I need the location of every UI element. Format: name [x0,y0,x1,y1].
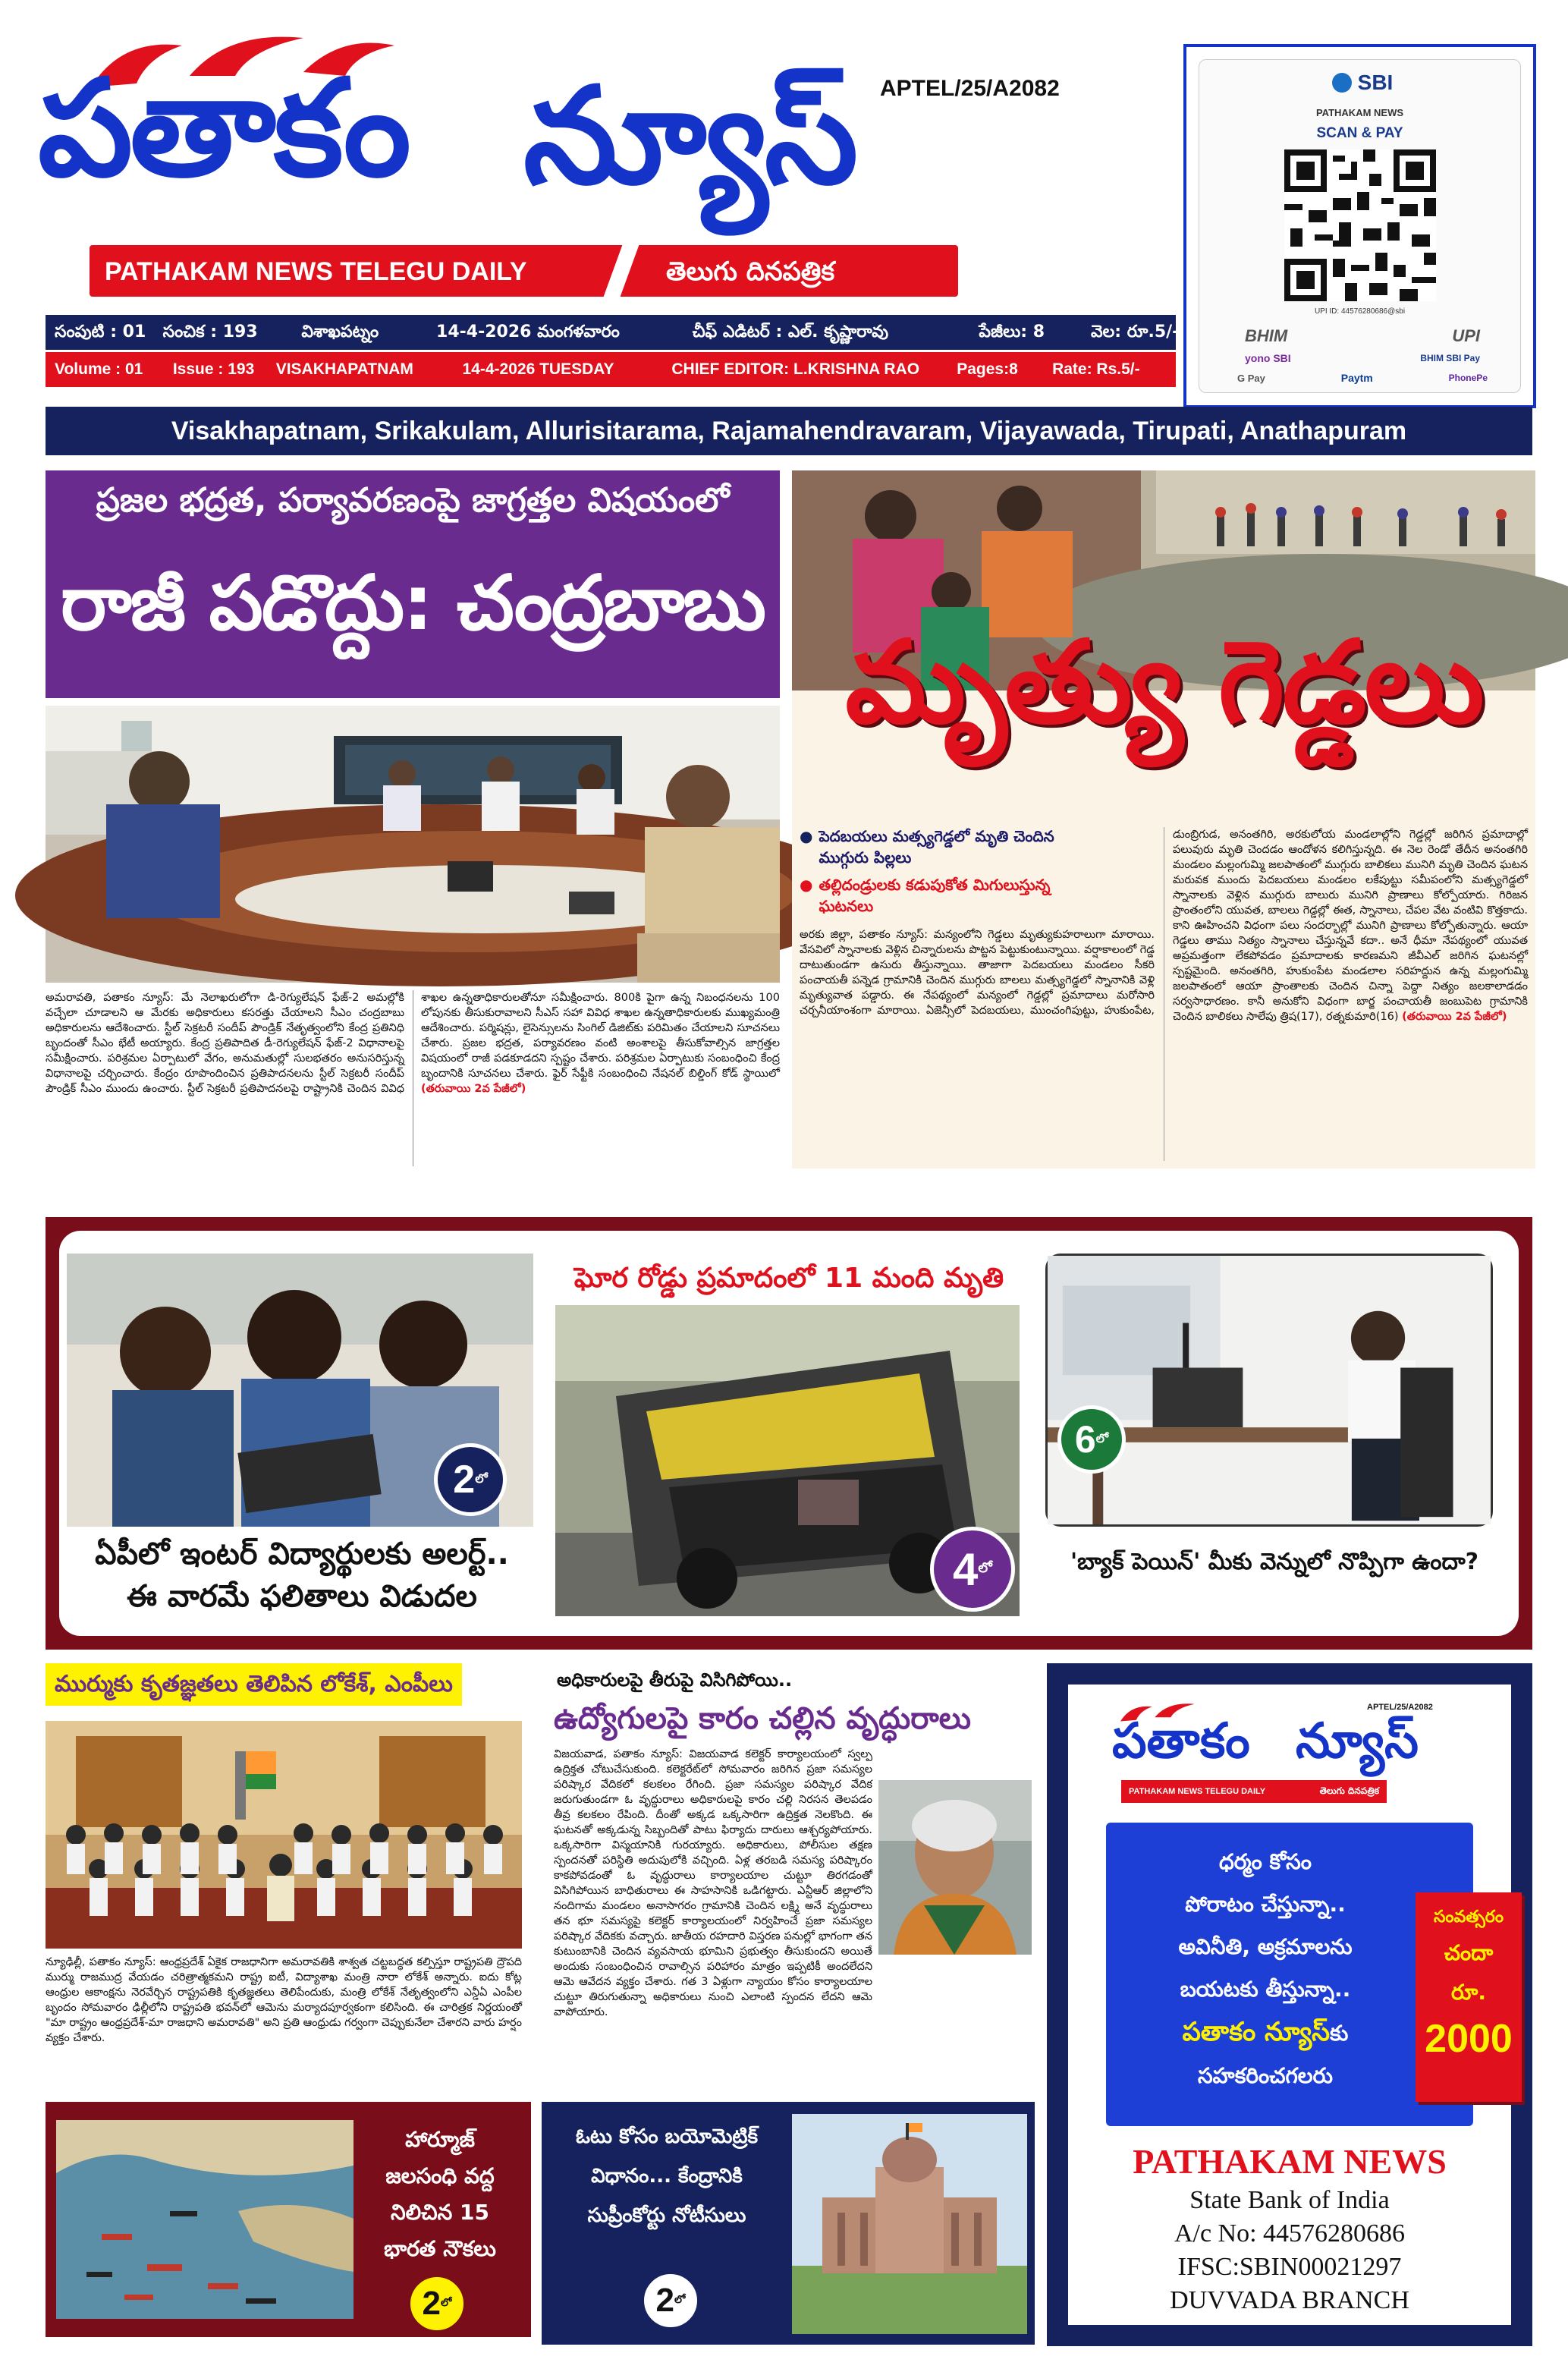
back-pain-badge-suffix: లో [1095,1430,1109,1445]
hormuz-headline [357,2122,523,2273]
promo-reg-no: APTEL/25/A2082 [1367,1703,1433,1712]
students-caption-2: ఈ వారమే ఫలితాలు విడుదల [127,1579,477,1614]
promo-tagline-telugu: తెలుగు దినపత్రిక [1319,1785,1379,1796]
ponds-story [792,470,1535,1169]
voting-badge-number: 2 [655,2282,675,2319]
date-telugu: 14-4-2026 మంగళవారం [436,322,620,341]
qr-code-icon[interactable] [1284,149,1436,301]
sbi-text: SBI [1357,71,1394,94]
hormuz-headline-4: భారత నౌకలు [384,2236,496,2261]
hormuz-ships-photo [56,2120,354,2319]
students-page-badge [434,1443,507,1516]
promo-line-5 [1114,2011,1417,2055]
hormuz-headline-3: నిలిచిన 15 [391,2200,489,2225]
accident-headline: ఘోర రోడ్డు ప్రమాదంలో 11 మంది మృతి [573,1263,1004,1294]
promo-message [1114,1841,1417,2097]
lokesh-headline-text: ముర్ముకు కృతజ్ఞతలు తెలిపిన లోకేశ్, ఎంపీలు [46,1663,462,1706]
qr-card [1199,59,1521,393]
promo-tagline-bar [1121,1780,1387,1803]
ponds-headline: మృత్యు గెడ్డలు [845,617,1482,749]
picture-strip [46,1217,1532,1650]
pages-telugu: పేజీలు: 8 [979,322,1045,341]
tagline-telugu: తెలుగు దినపత్రిక [666,256,835,287]
hormuz-box [46,2102,531,2337]
voting-page-badge [640,2270,701,2331]
promo-line-6: సహకరించగలరు [1198,2063,1333,2088]
paytm-logo: Paytm [1340,372,1373,384]
hormuz-badge-number: 2 [422,2285,441,2322]
promo-brand: పతాకం న్యూస్ [1182,2017,1331,2047]
elder-kicker: అధికారులపై తీరుపై విసిగిపోయి.. [557,1669,793,1691]
account-name: PATHAKAM NEWS [1133,2142,1447,2181]
tagline-divider [604,245,639,297]
hormuz-headline-1: హార్మూజ్ [405,2127,475,2152]
subscription-line-2: చందా [1444,1940,1494,1965]
yono-logo: yono SBI [1245,352,1291,364]
volume-telugu: సంపుటి : 01 [55,322,146,341]
promo-title-left: పతాకం [1112,1713,1250,1769]
lokesh-body [46,1955,522,2084]
editions-bar: Visakhapatnam, Srikakulam, Allurisitarama, Rajamahendravaram, Vijayawada, Tirupati, Anathapuram [46,407,1532,455]
back-pain-badge-number: 6 [1074,1418,1096,1461]
sbi-pay-logo: BHIM SBI Pay [1420,353,1480,363]
masthead-title-right: న్యూస్ [523,58,856,214]
gpay-logo: G Pay [1237,372,1265,384]
cabinet-meeting-photo [46,706,780,983]
rashtrapati-group-photo [46,1721,522,1949]
accident-badge-number: 4 [953,1543,979,1595]
ponds-bullet-2-text: తల్లిదండ్రులకు కడుపుకోత మిగులుస్తున్న ఘటనలు [819,876,1051,915]
voting-headline [549,2117,784,2269]
elder-woman-photo [878,1780,1032,1955]
back-pain-caption: 'బ్యాక్ పెయిన్' మీకు వెన్నులో నొప్పిగా ఉందా? [1070,1549,1479,1575]
subscription-badge [1416,1892,1522,2102]
sbi-logo-icon [1332,73,1352,93]
promo-line-3: అవినీతి, అక్రమాలను [1178,1934,1353,1959]
ponds-paragraph: అరకు జిల్లా, పతాకం న్యూస్: మన్యంలోని గెడ్డలు మృత్యుకుహరాలుగా మారాయి. వేసవిలో స్నానాలకు వెళ్లిన చిన్నారులను పొట్టన పెట్టుకుంటున్నాయి. వర్షాకాలంలో గెడ్డ దాటుతుండగా ఉసురు తీస్తున్నాయి. తాజాగా పెదబయలు మండలం సీకరి పంచాయతీ పన్నెడ గ్రామానికి చెందిన ముగ్గురు బాలలు మత్స్యగెడ్డలో స్నానానికి వెళ్లి మృత్యువాత పడ్డారు. ఈ నేపథ్యంలో మన్యంలో గెడ్డల్లో ప్రమాదాలు మరోసారి చర్చనీయాంశంగా మారాయి. ఏజెన్సీలో పెదబయలు, ముంచంగిపుట్టు, హుకుంపేట, డుంబ్రిగుడ, అనంతగిరి, అరకులోయ మండలాల్లోని గెడ్డల్లో జరిగిన ప్రమాదాల్లో పలువురు మృతి చెందడం ఆందోళన కలిగిస్తున్నది. ఈ నెల రెండో తేదీన అనంతగిరి మండలం మల్లంగుమ్మి జలపాతంలో ముగ్గురు బాలికలు మునిగి మృతి చెందిన ఘటన మరువక ముందు పెదబయలు మండలం లకేపుట్టు సమీపంలోని మత్స్యగెడ్డలో స్నానాలకు వెళ్లిన ముగ్గురు బాలురు మునిగి ప్రాణాలు కోల్పోయారు. గిరిజన ప్రాంతంలోని యువత, బాలలు గెడ్డల్లో ఈత, స్నానాలు, చేపల వేట వంటివి కొత్తకాదు. కాని ఊహించని విధంగా పలు సందర్భాల్లో మునిగి ప్రాణాలు కోల్పోతున్నారు. ఆయా గెడ్డలు తాము నిత్యం స్నానాలు చేస్తున్నవే కదా.. అనే ధీమా నేపథ్యంలో యువత అప్రమత్తంగా లేకపోవడం ప్రమాదాలకు కారణమని జీవీఎల్ జరిగిన ఘటనల్లో స్పష్టమైంది. అనంతగిరి, హుకుంపేట మండలాల సరిహద్దున ఉన్న మల్లంగుమ్మి జలపాతంలో ఆయా ప్రాంతాలకు చెందిన చిన్నా పెద్దా నిత్యం జలకాలాడడం సర్వసాధారణం. కానీ అనుకోని విధంగా బార్జ పంచాయతీ జంబుపెట గ్రామానికి చెందిన బాలికలు సాలేపు త్రిష(17), రత్నకుమారి(16) [800,829,1528,1023]
promo-tagline-english: PATHAKAM NEWS TELEGU DAILY [1129,1787,1266,1796]
voting-box [542,2102,1035,2345]
info-bar-english [46,352,1176,387]
subscription-amount: 2000 [1425,2017,1513,2061]
rate-telugu: వెల: రూ.5/- [1091,322,1180,341]
ponds-bullets-spacer [800,827,1155,927]
rate-english: Rate: Rs.5/- [1052,360,1140,378]
elder-body-top [554,1747,872,2018]
sbi-logo [1306,68,1419,98]
students-badge-suffix: లో [475,1471,488,1486]
promo-line-4: బయటకు తీస్తున్నా.. [1180,1977,1351,2002]
editor-telugu: చీఫ్ ఎడిటర్ : ఎల్. కృష్ణారావు [692,322,889,341]
lead-paragraph: అమరావతి, పతాకం న్యూస్: మే నెలాఖరులోగా డి-రెగ్యులేషన్ ఫేజ్-2 అమల్లోకి వచ్చేలా చూడాలని ఆ మేరకు అధికారులు కసరత్తు చేయాలని సీఎం చంద్రబాబు అధికారులను ఆదేశించారు. స్టీల్ సెక్రటరీ సందీప్ పౌండ్రిక్ నేతృత్వంలోని కేంద్ర ప్రతినిధి బృందంతో సీఎం భేటీ అయ్యారు. కేంద్ర ప్రతిపాదిత డీ-రెగ్యులేషన్ ఫేజ్-2 విధానాలపై సమీక్షించారు. పరిశ్రమల ఏర్పాటులో వేగం, అనుమతుల్లో సులభతరం అనుసరిస్తున్న విధానాలపై చర్చించారు. కేంద్రం రూపొందించిన ప్రతిపాదనలను స్టీల్ సెక్రటరీ సందీప్ పౌండ్రిక్ సీఎం ముందు ఉంచారు. స్టీల్ సెక్రటరీ ప్రతిపాదనలపై రాష్ట్రానికి చెందిన వివిధ శాఖల ఉన్నతాధికారులతోనూ సమీక్షించారు. 800కి పైగా ఉన్న నిబంధనలను 100 లోపునకు తీసుకురావాలని సీఎస్ సహా వివిధ శాఖల ఉన్నతాధికారులకు ముఖ్యమంత్రి ఆదేశించారు. పర్మిషన్లు, లైసెన్సులను సింగిల్ డిజిట్‌కు పరిమితం చేయాలని సూచనలు చేశారు. ప్రజల భద్రత, పర్యావరణం వంటి అంశాలపై తీసుకోవాల్సిన జాగ్రత్తల విషయంలో రాజీ పడకూడదని స్పష్టం చేశారు. పరిశ్రమల ఏర్పాటుకు సంబంధించి కేంద్ర బృందానికి సూచనలు చేశారు. ఫైర్ సేఫ్టీకి సంబంధించి నేషనల్ బిల్డింగ్ కోడ్ స్థాయిలో [46,992,780,1095]
promo-box [1047,1663,1532,2346]
info-bar-telugu [46,315,1180,350]
lokesh-headline [46,1663,531,1713]
lead-body [46,990,780,1166]
qr-merchant: PATHAKAM NEWS [1315,107,1404,118]
hormuz-headline-2: జలసంధి వద్ద [385,2163,495,2188]
city-telugu: విశాఖపట్నం [301,322,379,341]
lead-continued: (తరువాయి 2వ పేజీలో) [421,1083,526,1095]
qr-payment-box [1183,44,1536,408]
students-caption-1: ఏపీలో ఇంటర్ విద్యార్థులకు అలర్ట్.. [95,1537,509,1571]
subscription-line-3: రూ. [1451,1980,1486,2005]
pay-app-row-3 [1237,370,1488,386]
promo-logo-area [1068,1685,1511,1821]
back-pain-page-badge [1057,1405,1126,1474]
hormuz-page-badge [407,2273,467,2334]
voting-badge-suffix: లో [674,2293,686,2306]
upi-id: UPI ID: 44576280686@sbi [1314,307,1406,316]
phonepe-logo: PhonePe [1448,373,1488,383]
issue-telugu: సంచిక : 193 [162,322,258,341]
bhim-logo: BHIM [1245,326,1288,345]
promo-line-5-suffix: కు [1330,2021,1349,2046]
promo-line-2: పోరాటం చేస్తున్నా.. [1185,1892,1346,1917]
qr-scan-pay: SCAN & PAY [1316,125,1403,141]
account-branch: DUVVADA BRANCH [1170,2286,1409,2314]
ponds-body [800,827,1528,1161]
bullet-icon: ● [800,827,813,845]
volume-english: Volume : 01 [55,360,143,378]
supreme-court-photo [792,2114,1027,2334]
promo-title-right: న్యూస్ [1296,1713,1419,1769]
lead-kicker: ప్రజల భద్రత, పర్యావరణంపై జాగ్రత్తల విషయంలో [96,481,730,520]
lead-headline: రాజీ పడొద్దు: చంద్రబాబు [61,558,765,647]
voting-headline-1: ఓటు కోసం బయోమెట్రిక్ [575,2125,759,2148]
ponds-continued: (తరువాయి 2వ పేజీలో) [1402,1011,1507,1023]
pay-app-row-2 [1245,350,1480,366]
voting-headline-3: సుప్రీంకోర్టు నోటీసులు [587,2204,746,2227]
account-number: A/c No: 44576280686 [1174,2219,1406,2248]
students-badge-number: 2 [453,1458,476,1502]
upi-logo: UPI [1452,326,1480,345]
pay-app-row-1 [1245,326,1480,347]
back-pain-photo [1045,1254,1493,1527]
masthead-title-left: పతాకం [38,51,408,206]
elder-paragraph: విజయవాడ, పతాకం న్యూస్: విజయవాడ కలెక్టర్ కార్యాలయంలో స్వల్ప ఉద్రిక్తత చోటుచేసుకుంది. కలెక్టరేట్‌లో సోమవారం జరిగిన ప్రజా సమస్యల పరిష్కార వేదికలో కలకలం రేగింది. ప్రజా సమస్యల పరిష్కార వేదిక జరుగుతుండగా ఓ వృద్ధురాలు అధికారులపై కారం చల్లి నిరసన తెలపడం తీవ్ర కలకలం రేపింది. దీంతో అక్కడ ఒక్కసారిగా ఉద్రిక్తత నెలకొంది. ఈ ఘటనతో అక్కడున్న సిబ్బందితో పాటు ఫిర్యాదు దారులు ఆశ్చర్యపోయారు. ఒక్కసారిగా విస్మయానికి గురయ్యారు. అధికారులు, పోలీసుల తక్షణ స్పందనతో పరిస్థితి అదుపులోకి వచ్చింది. ఏళ్ల తరబడి సమస్య పరిష్కారం కాకపోవడంతో ఓ వృద్ధురాలు కార్యాలయాల చుట్టూ తిరగడంతో విసిగిపోయిన బాధితురాలు ఈ సాహసానికి ఒడిగట్టారు. ఎన్టీఆర్ జిల్లాలోని నందిగామ మండలం అనాసాగరం గ్రామానికి చెందిన లక్ష్మి అనే వృద్ధురాలు తన భూ సమస్యపై కలెక్టర్ కార్యాలయంలో నిర్వహించే ప్రజా సమస్యల పరిష్కార వేదికకు వచ్చారు. జాతీయ రహదారి విస్తరణ పనుల్లో భాగంగా తన కుటుంబానికి చెందిన వ్యవసాయ భూమిని ప్రభుత్వం తీసుకుందని అయితే అందుకు సంబంధించిన రావాల్సిన పరిహారం మాత్రం ఇప్పటికీ అందలేదని ఆమె ఆవేదన వ్యక్తం చేశారు. గత 3 ఏళ్లుగా న్యాయం కోసం కార్యాలయాల చుట్టూ తిరుగుతున్నా అధికారులు నుంచి ఎలాంటి స్పందన లేదని ఆమె వాపోయారు. [554,1748,872,2018]
date-english: 14-4-2026 TUESDAY [462,360,614,378]
bullet-icon: ● [800,876,813,894]
lokesh-paragraph: న్యూఢిల్లీ, పతాకం న్యూస్: ఆంధ్రప్రదేశ్ ఏకైక రాజధానిగా అమరావతికి శాశ్వత చట్టబద్ధత కల్పిస్తూ రాష్ట్రపతి ద్రౌపది ముర్ము రాజముద్ర వేయడం చరిత్రాత్మకమని రాష్ట్ర ఐటీ, విద్యాశాఖ మంత్రి నారా లోకేశ్ అన్నారు. ఐదు కోట్ల ఆంధ్రుల ఆకాంక్షను నెరవేర్చిన రాష్ట్రపతికి కృతజ్ఞతలు తెలిపేందుకు, మంత్రి లోకేశ్ నేతృత్వంలోని ఎన్డీఏ ఎంపీల బృందం సోమవారం ఢిల్లీలోని రాష్ట్రపతి భవన్‌లో ఆమెను మర్యాదపూర్వకంగా కలిసింది. ఈ చారిత్రక నిర్ణయంతో "మా రాష్ట్రం ఆంధ్రప్రదేశ్-మా రాజధాని అమరావతి" అని ప్రతి ఆంధ్రుడు గర్వంగా చెప్పుకునేలా చేశారని వారు హర్షం వ్యక్తం చేశారు. [46,1956,522,2044]
lead-body-text [46,990,780,1098]
lead-headline-box [46,470,780,698]
hormuz-badge-suffix: లో [441,2296,452,2309]
accident-page-badge [930,1527,1015,1612]
accident-badge-suffix: లో [978,1559,992,1576]
editor-english: CHIEF EDITOR: L.KRISHNA RAO [671,360,920,378]
issue-english: Issue : 193 [172,360,255,378]
account-ifsc: IFSC:SBIN00021297 [1177,2253,1402,2281]
city-english: VISAKHAPATNAM [275,360,413,378]
subscription-line-1: సంవత్సరం [1433,1908,1504,1927]
pages-english: Pages:8 [957,360,1018,378]
tagline-english: PATHAKAM NEWS TELEGU DAILY [105,257,527,286]
account-bank: State Bank of India [1189,2186,1390,2214]
elder-headline: ఉద్యోగులపై కారం చల్లిన వృద్ధురాలు [554,1701,971,1736]
tagline-bar [90,245,958,297]
ponds-bullet-1-text: పెదబయలు మత్స్యగెడ్డలో మృతి చెందిన ముగ్గురు పిల్లలు [819,827,1054,867]
account-details [1068,2140,1511,2317]
registration-number: APTEL/25/A2082 [880,76,1060,101]
voting-headline-2: విధానం... కేంద్రానికి [591,2165,743,2188]
masthead [23,30,1180,395]
promo-line-1: ధర్మం కోసం [1218,1849,1312,1874]
